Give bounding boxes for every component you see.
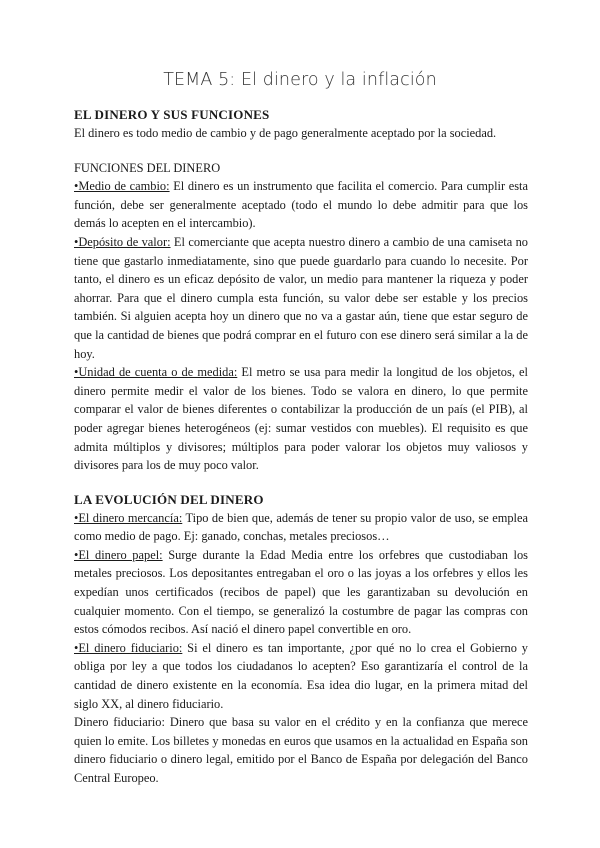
term-deposito-valor: •Depósito de valor: [74,234,171,249]
text-unidad-cuenta: El metro se usa para medir la longitud de los objetos, el dinero permite medir el valor de los bienes. Todo se valora en dinero, lo que permite comparar el valor de bienes diferentes o contabilizar la producción de un país (el PIB), al poder agregar bienes heterogéneos (ej: sumar vestidos con muebles). El requisito es que admita múltiplos y divisores; múltiplos para poder valorar los objetos muy valiosos y divisores para los de muy poco valor. [74,365,528,473]
spacer [74,475,528,491]
text-deposito-valor: El comerciante que acepta nuestro dinero a cambio de una camiseta no tiene que gastarlo inmediatamente, sino que puede guardarlo para cuando lo necesite. Por tanto, el dinero es un eficaz depósito de valor, un medio para mantener la riqueza y poder ahorrar. Para que el dinero cumpla esta función, su valor debe ser estable y los precios también. Si alguien acepta hoy un dinero que no va a gastar aún, tiene que estar seguro de que la cantidad de bienes que podrá comprar en el futuro con ese dinero será similar a la de hoy. [74,234,528,361]
term-unidad-cuenta: •Unidad de cuenta o de medida: [74,365,238,380]
paragraph-medio-cambio [74,177,528,233]
paragraph-unidad-cuenta [74,363,528,475]
section-heading-dinero: EL DINERO Y SUS FUNCIONES [74,107,270,122]
term-dinero-fiduciario: •El dinero fiduciario: [74,640,183,655]
page-title: TEMA 5: El dinero y la inflación [163,70,437,90]
document-body [74,106,528,788]
text-dinero-mercancia: Tipo de bien que, además de tener su propio valor de uso, se emplea como medio de pago. Ej: ganado, conchas, metales preciosos… [74,510,528,544]
section-heading-funciones: FUNCIONES DEL DINERO [74,160,221,175]
text-dinero-fiduciario: Si el dinero es tan importante, ¿por qué no lo crea el Gobierno y obliga por ley a que todos los ciudadanos lo acepten? Eso garantizaría el control de la cantidad de dinero existente en la economía. Esa idea dio lugar, en la primera mitad del siglo XX, al dinero fiduciario. [74,640,528,711]
text-dinero-papel: Surge durante la Edad Media entre los orfebres que custodiaban los metales preciosos. Los depositantes entregaban el oro o las joyas a los orfebres y ellos les expedían unos certificados (recibos de papel) que les garantizaban su devolución en cualquier momento. Con el tiempo, se generalizó la costumbre de pagar las compras con estos cómodos recibos. Así nació el dinero papel convertible en oro. [74,547,529,637]
term-dinero-papel: •El dinero papel: [74,547,163,562]
term-medio-cambio: •Medio de cambio: [74,179,170,194]
text-medio-cambio: El dinero es un instrumento que facilita el comercio. Para cumplir esta función, debe ser generalmente aceptado (todo el mundo lo debe admitir para que los demás lo acepten en el intercambio). [74,179,529,231]
paragraph-dinero-mercancia [74,509,528,546]
spacer [74,143,528,159]
paragraph-deposito-valor [74,233,528,363]
paragraph-dinero-papel [74,546,528,639]
section-heading-evolucion: LA EVOLUCIÓN DEL DINERO [74,491,264,507]
intro-paragraph: El dinero es todo medio de cambio y de pago generalmente aceptado por la sociedad. [74,126,497,140]
term-dinero-mercancia: •El dinero mercancía: [74,510,183,525]
paragraph-definicion-fiduciario: Dinero fiduciario: Dinero que basa su valor en el crédito y en la confianza que merece quien lo emite. Los billetes y monedas en euros que usamos en la actualidad en España son dinero fiduciario o dinero legal, emitido por el Banco de España por delegación del Banco Central Europeo. [74,715,528,785]
paragraph-dinero-fiduciario [74,639,528,713]
